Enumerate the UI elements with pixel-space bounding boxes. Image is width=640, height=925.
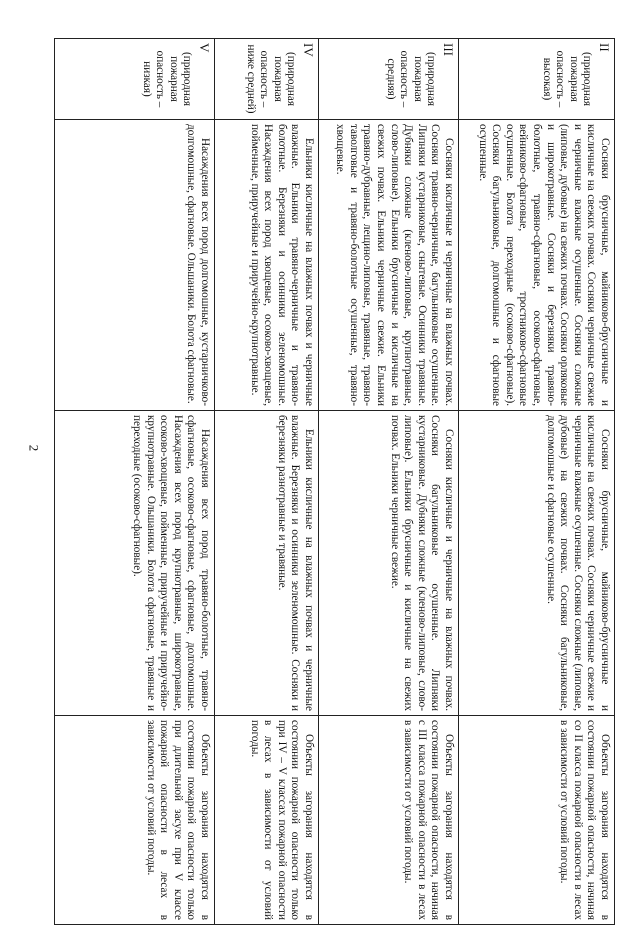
- plantations-text: Сосняки брусничные, майниково-брусничные и кисличные на свежих почвах. Сосняки черничные свежие и черничные влажные осушенные. Сосняки сложные (липовые, дубовые) на свежих почвах. Сосняки орляковые и широкотравные. Сосняки и березняки травяно-болотные, травяно-сфагновые, осоково-сфагновые, вейниково-сфагновые, тростниково-сфагновые осушенные. Болота переходные (осоково-сфагновые). Сосняки багульниковые, долгомошные и сфагновые осушенные.: [476, 124, 611, 406]
- class-cell: [55, 39, 215, 120]
- rural-plantations-text: Сосняки брусничные, майниково-брусничные и кисличные на свежих почвах. Сосняки черничные свежие и черничные влажные осушенные. Сосняки сложные (липовые, дубовые) на свежих почвах. Сосняки багульниковые, долгомошные и сфагновые осушенные.: [544, 415, 611, 711]
- plantations-text: Насаждения всех пород долгомошные, кустарничково-долгомошные, сфагновые. Ольшаники. Болота сфагновые.: [185, 124, 211, 406]
- rural-plantations-cell: [215, 411, 319, 716]
- class-label: (природная пожарная опасность – ниже средней): [244, 44, 298, 114]
- class-label: (природная пожарная опасность – низкая): [140, 50, 194, 108]
- class-cell: [459, 39, 615, 120]
- fire-conditions-text: Объекты загорания находятся в состоянии пожарной опасности только при IV – V классах пожарной опасности в лесах в зависимости от условий погоды.: [248, 720, 315, 920]
- rural-plantations-cell: [319, 411, 459, 716]
- class-cell: [215, 39, 319, 120]
- plantations-text: Ельники кисличные на влажных почвах и черничные влажные. Ельники травяно-черничные и травяно-болотные. Березняки и осинники зеленомошные. Насаждения всех пород хвощевые, осоково-хвощевые, пойменные, приручейные и приручейно-крупнотравные.: [248, 124, 315, 406]
- class-cell: [319, 39, 459, 120]
- rural-plantations-text: Ельники кисличные на влажных почвах и черничные влажные. Березняки и осинники зеленомошные. Сосняки и березняки разнотравные и травяные.: [275, 415, 315, 711]
- plantations-cell: [215, 120, 319, 411]
- class-label: (природная пожарная опасность – высокая): [540, 50, 594, 108]
- rural-plantations-text: Насаждения всех пород травяно-болотные, травяно-сфагновые, осоково-сфагновые, сфагновые, долгомошные. Насаждения всех пород крупнотравные, широкотравные, осоково-хвощевые, пойменные, приручейные и приручейно-крупнотравные. Ольшаники. Болота сфагновые, травяные и переходные (осоково-сфагновые).: [131, 415, 211, 711]
- table-row: [215, 39, 319, 925]
- table-row: [55, 39, 215, 925]
- fire-danger-classes-table: [54, 38, 615, 925]
- table-row: [319, 39, 459, 925]
- fire-conditions-text: Объекты загорания находятся в состоянии пожарной опасности только при длительной засухе при V классе пожарной опасности в лесах в зависимости от условий погоды.: [144, 720, 211, 920]
- plantations-text: Сосняки кисличные и черничные на влажных почвах. Сосняки травяно-черничные, багульниковые осушенные. Липняки кустарниковые, снытевые. Осинники травяные. Дубняки сложные (кленово-липовые, крупнотравные, слово-липовые). Ельники брусничные и кисличные на свежих почвах. Ельники черничные свежие. Ельники травяно-дубравные, лещино-липовые, травяные, травяно-таволговые и травяно-болотные осушенные, травяно-хвощевые.: [334, 124, 455, 406]
- class-number: V: [197, 43, 212, 53]
- plantations-cell: [319, 120, 459, 411]
- fire-conditions-cell: [215, 716, 319, 925]
- fire-conditions-cell: [459, 716, 615, 925]
- fire-conditions-text: Объекты загорания находятся в состоянии пожарной опасности, начиная с III класса пожарной опасности в лесах в зависимости от условий погоды.: [402, 720, 455, 920]
- class-label: (природная пожарная опасность – средняя): [384, 50, 438, 108]
- fire-conditions-text: Объекты загорания находятся в состоянии пожарной опасности, начиная со II класса пожарной опасности в лесах в зависимости от условий погоды.: [558, 720, 611, 920]
- rural-plantations-text: Сосняки кисличные и черничные на влажных почвах. Сосняки багульниковые осушенные. Липняки кустарниковые. Дубняки сложные (кленово-липовые, слово-липовые). Ельники брусничные и кисличные на свежих почвах. Ельники черничные свежие.: [388, 415, 455, 711]
- class-number: II: [597, 43, 612, 52]
- rotated-table-container: [55, 38, 615, 920]
- class-number: IV: [301, 43, 316, 57]
- fire-conditions-cell: [55, 716, 215, 925]
- table-row: [459, 39, 615, 925]
- plantations-cell: [459, 120, 615, 411]
- rural-plantations-cell: [55, 411, 215, 716]
- rural-plantations-cell: [459, 411, 615, 716]
- class-number: III: [441, 43, 456, 56]
- page-number: 2: [26, 444, 42, 452]
- plantations-cell: [55, 120, 215, 411]
- fire-conditions-cell: [319, 716, 459, 925]
